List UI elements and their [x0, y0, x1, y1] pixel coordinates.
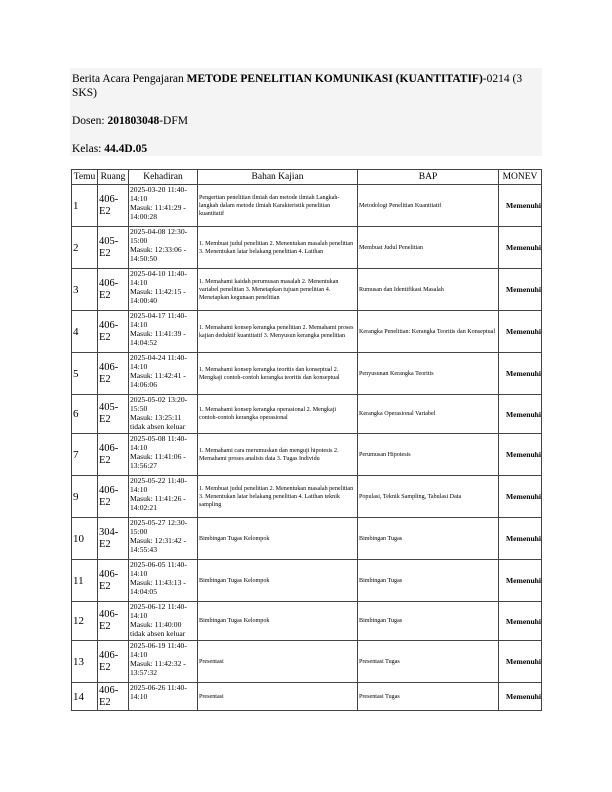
temu-value: 6 — [73, 408, 79, 420]
bap-text: Bimbingan Tugas — [359, 535, 403, 542]
monev-status: Memenuhi — [505, 576, 541, 585]
cell-bap — [358, 311, 499, 353]
ruang-value: 406-E2 — [99, 277, 119, 301]
temu-value: 7 — [73, 448, 79, 461]
attendance-time: Masuk: 11:41:29 - 14:00:28 — [130, 203, 186, 221]
bahan-kajian-text: 1. Memahami konsep kerangka operasional 2. Mengkaji contoh-contoh kerangka operasional — [199, 407, 337, 421]
bahan-kajian-text: Bimbingan Tugas Kelompok — [199, 577, 270, 584]
monev-status: Memenuhi — [505, 616, 541, 626]
attendance-time: Masuk: 11:42:15 - 14:00:40 — [130, 287, 186, 305]
cell-kehadiran — [129, 227, 198, 269]
table-row — [72, 311, 542, 353]
monev-status: Memenuhi — [505, 369, 541, 378]
attendance-time: Masuk: 11:41:06 - 13:56:27 — [130, 452, 186, 470]
bahan-kajian-text: 1. Memahami kaidah perumusan masalah 2. Menentukan variabel penelitian 3. Menetapkan tujuan penelitian 4. Menetapkan kegunaan penelitian — [199, 278, 339, 301]
cell-ruang — [98, 434, 129, 476]
cell-bahan-kajian — [198, 434, 358, 476]
cell-ruang — [98, 518, 129, 560]
cell-kehadiran — [129, 311, 198, 353]
cell-temu — [72, 518, 98, 560]
cell-ruang — [98, 683, 129, 711]
bahan-kajian-text: Presentasi — [199, 693, 224, 700]
cell-bahan-kajian — [198, 602, 358, 641]
bahan-kajian-text: 1. Membuat judul penelitian 2. Menentukan masalah penelitian 3. Menentukan latar belakang penelitian 4. Latihan — [199, 240, 354, 255]
ruang-value: 406-E2 — [99, 649, 119, 673]
schedule-time: 2025-04-24 11:40-14:10 — [130, 353, 187, 371]
ruang-value: 406-E2 — [99, 568, 119, 592]
table-row — [72, 641, 542, 683]
cell-bap — [358, 560, 499, 602]
ruang-value: 405-E2 — [99, 402, 119, 425]
cell-temu — [72, 641, 98, 683]
schedule-time: 2025-05-22 11:40-14:10 — [130, 476, 187, 494]
cell-kehadiran — [129, 560, 198, 602]
bap-text: Kerangka Operasional Variabel — [359, 411, 436, 417]
header-kehadiran: Kehadiran — [129, 170, 198, 185]
schedule-time: 2025-06-05 11:40-14:10 — [130, 560, 187, 578]
cell-ruang — [98, 311, 129, 353]
schedule-time: 2025-03-20 11:40-14:10 — [130, 185, 187, 203]
cell-bap — [358, 353, 499, 395]
cell-bap — [358, 185, 499, 227]
temu-value: 13 — [73, 655, 84, 668]
cell-ruang — [98, 227, 129, 269]
cell-ruang — [98, 602, 129, 641]
ruang-value: 406-E2 — [99, 361, 119, 385]
cell-temu — [72, 185, 98, 227]
cell-monev — [499, 641, 542, 683]
bap-text: Bimbingan Tugas — [359, 618, 403, 624]
cell-bahan-kajian — [198, 518, 358, 560]
monev-status: Memenuhi — [505, 450, 541, 459]
schedule-time: 2025-06-19 11:40-14:10 — [130, 641, 187, 659]
bahan-kajian-text: 1. Membuat judul penelitian 2. Menentukan masalah penelitian 3. Menentukan latar belakang penelitian 4. Latihan teknik sampling — [199, 485, 354, 508]
cell-temu — [72, 269, 98, 311]
course-name: METODE PENELITIAN KOMUNIKASI (KUANTITATIF) — [186, 73, 483, 85]
cell-monev — [499, 602, 542, 641]
cell-kehadiran — [129, 434, 198, 476]
table-row — [72, 476, 542, 518]
bap-text: Populasi, Teknik Sampling, Tabulasi Data — [359, 493, 462, 500]
cell-monev — [499, 476, 542, 518]
ruang-value: 406-E2 — [99, 193, 119, 217]
bap-text: Bimbingan Tugas — [359, 577, 403, 584]
cell-bahan-kajian — [198, 683, 358, 711]
cell-monev — [499, 269, 542, 311]
cell-monev — [499, 185, 542, 227]
temu-value: 5 — [73, 367, 79, 380]
cell-bahan-kajian — [198, 185, 358, 227]
cell-kehadiran — [129, 641, 198, 683]
cell-temu — [72, 602, 98, 641]
table-row — [72, 185, 542, 227]
temu-value: 11 — [73, 574, 84, 587]
cell-temu — [72, 227, 98, 269]
attendance-time: Masuk: 11:40:00 tidak absen keluar — [130, 620, 186, 638]
bap-text: Rumusan dan Identifikasi Masalah — [359, 286, 444, 293]
bap-text: Metodologi Penelitian Kuantitatif — [359, 202, 442, 209]
report-header — [70, 68, 542, 156]
cell-temu — [72, 395, 98, 434]
cell-ruang — [98, 476, 129, 518]
temu-value: 14 — [73, 690, 84, 703]
cell-monev — [499, 353, 542, 395]
kelas-line — [72, 142, 147, 156]
schedule-time: 2025-06-12 11:40-14:10 — [130, 602, 187, 620]
cell-bap — [358, 395, 499, 434]
cell-bap — [358, 269, 499, 311]
bahan-kajian-text: Bimbingan Tugas Kelompok — [199, 535, 270, 542]
cell-bap — [358, 476, 499, 518]
bahan-kajian-text: Presentasi — [199, 658, 224, 665]
ruang-value: 406-E2 — [99, 484, 119, 508]
header-ruang: Ruang — [98, 170, 129, 185]
cell-bap — [358, 518, 499, 560]
cell-bahan-kajian — [198, 311, 358, 353]
temu-value: 2 — [73, 241, 79, 254]
bap-text: Penyusunan Kerangka Teoritis — [359, 370, 434, 377]
bahan-kajian-text: Bimbingan Tugas Kelompok — [199, 618, 270, 624]
ruang-value: 406-E2 — [99, 609, 119, 632]
bap-text: Membuat Judul Penelitian — [359, 244, 423, 251]
monev-status: Memenuhi — [505, 201, 541, 210]
attendance-time: Masuk: 11:41:26 - 14:02:21 — [130, 494, 186, 512]
cell-kehadiran — [129, 395, 198, 434]
cell-temu — [72, 353, 98, 395]
bahan-kajian-text: Pengertian penelitian ilmiah dan metode ilmiah Langkah-langkah dalam metode ilmiah Karakteristik penelitian kuantitatif — [199, 194, 340, 217]
monev-status: Memenuhi — [505, 285, 541, 294]
ruang-value: 405-E2 — [99, 235, 119, 259]
header-bap: BAP — [358, 170, 499, 185]
schedule-time: 2025-05-08 11:40-14:10 — [130, 434, 187, 452]
cell-ruang — [98, 395, 129, 434]
table-row — [72, 269, 542, 311]
cell-kehadiran — [129, 602, 198, 641]
attendance-time: Masuk: 12:31:42 - 14:55:43 — [130, 536, 187, 554]
cell-bahan-kajian — [198, 269, 358, 311]
monev-status: Memenuhi — [505, 534, 541, 543]
cell-bahan-kajian — [198, 395, 358, 434]
bap-text: Presentasi Tugas — [359, 658, 400, 665]
cell-ruang — [98, 269, 129, 311]
ruang-value: 304-E2 — [99, 526, 119, 550]
kelas-value: 44.4D.05 — [104, 143, 148, 155]
schedule-time: 2025-04-08 12:30-15:00 — [130, 227, 188, 245]
attendance-time: Masuk: 11:42:32 - 13:57:32 — [130, 659, 186, 677]
ruang-value: 406-E2 — [99, 684, 119, 708]
schedule-time: 2025-04-17 11:40-14:10 — [130, 311, 187, 329]
temu-value: 10 — [73, 532, 84, 545]
ruang-value: 406-E2 — [99, 442, 119, 466]
bahan-kajian-text: 1. Memahami konsep kerangka penelitian 2. Memahami proses kajian deduktif kuantitatif 3. Menyusun kerangka penelitian — [199, 324, 354, 339]
report-title — [72, 72, 538, 100]
cell-kehadiran — [129, 269, 198, 311]
cell-kehadiran — [129, 518, 198, 560]
cell-monev — [499, 518, 542, 560]
cell-temu — [72, 560, 98, 602]
cell-monev — [499, 395, 542, 434]
cell-ruang — [98, 353, 129, 395]
cell-kehadiran — [129, 353, 198, 395]
bap-text: Kerangka Penelitian: Kerangka Teoritis dan Konseptual — [359, 328, 496, 335]
cell-bahan-kajian — [198, 560, 358, 602]
cell-bap — [358, 602, 499, 641]
attendance-time: Masuk: 13:25:11 tidak absen keluar — [130, 413, 186, 431]
table-row — [72, 434, 542, 476]
table-row — [72, 683, 542, 711]
bap-text: Presentasi Tugas — [359, 693, 400, 700]
title-prefix: Berita Acara Pengajaran — [72, 73, 187, 85]
table-row — [72, 518, 542, 560]
cell-bap — [358, 434, 499, 476]
schedule-time: 2025-06-26 11:40-14:10 — [130, 683, 187, 701]
cell-temu — [72, 476, 98, 518]
cell-temu — [72, 683, 98, 711]
cell-monev — [499, 560, 542, 602]
table-row — [72, 602, 542, 641]
temu-value: 12 — [73, 615, 84, 627]
cell-ruang — [98, 641, 129, 683]
header-bahan-kajian: Bahan Kajian — [198, 170, 358, 185]
cell-ruang — [98, 560, 129, 602]
cell-bap — [358, 227, 499, 269]
bap-text: Perumusan Hipotesis — [359, 451, 411, 458]
cell-monev — [499, 227, 542, 269]
dosen-code: 201803048 — [107, 115, 160, 127]
temu-value: 9 — [73, 490, 79, 503]
attendance-time: Masuk: 11:42:41 - 14:06:06 — [130, 371, 186, 389]
schedule-time: 2025-05-02 13:20-15:50 — [130, 395, 188, 413]
table-row — [72, 395, 542, 434]
attendance-time: Masuk: 11:41:39 - 14:04:52 — [130, 329, 186, 347]
temu-value: 1 — [73, 199, 79, 212]
cell-temu — [72, 311, 98, 353]
cell-ruang — [98, 185, 129, 227]
attendance-time: Masuk: 11:43:13 - 14:04:05 — [130, 578, 186, 596]
dosen-suffix: -DFM — [159, 115, 188, 127]
cell-kehadiran — [129, 185, 198, 227]
monev-status: Memenuhi — [505, 327, 541, 336]
bahan-kajian-text: 1. Memahami cara merumuskan dan menguji hipotesis 2. Memahami proses analisis data 3. Tugas Individu — [199, 447, 339, 462]
bahan-kajian-text: 1. Memahami konsep kerangka teoritis dan konseptual 2. Mengkaji contoh-contoh kerangka teoritis dan konseptual — [199, 366, 340, 381]
cell-bahan-kajian — [198, 353, 358, 395]
header-temu: Temu — [72, 170, 98, 185]
cell-bap — [358, 683, 499, 711]
cell-bahan-kajian — [198, 641, 358, 683]
schedule-time: 2025-05-27 12:30-15:00 — [130, 518, 188, 536]
course-suffix: -0214 (3 SKS) — [72, 73, 523, 99]
monev-status: Memenuhi — [505, 243, 541, 252]
dosen-label: Dosen: — [72, 115, 108, 127]
monev-status: Memenuhi — [505, 692, 541, 701]
cell-bahan-kajian — [198, 476, 358, 518]
table-row — [72, 560, 542, 602]
header-monev: MONEV — [499, 170, 542, 185]
cell-monev — [499, 683, 542, 711]
table-header-row — [72, 170, 542, 185]
monev-status: Memenuhi — [505, 409, 541, 419]
cell-bahan-kajian — [198, 227, 358, 269]
temu-value: 3 — [73, 283, 79, 296]
cell-bap — [358, 641, 499, 683]
cell-monev — [499, 434, 542, 476]
cell-monev — [499, 311, 542, 353]
ruang-value: 406-E2 — [99, 319, 119, 343]
cell-kehadiran — [129, 683, 198, 711]
table-row — [72, 227, 542, 269]
dosen-line — [72, 114, 188, 128]
monev-status: Memenuhi — [505, 657, 541, 666]
cell-kehadiran — [129, 476, 198, 518]
table-row — [72, 353, 542, 395]
cell-temu — [72, 434, 98, 476]
attendance-table — [71, 169, 542, 711]
kelas-label: Kelas: — [72, 143, 105, 155]
attendance-time: Masuk: 12:33:06 - 14:50:50 — [130, 245, 187, 263]
monev-status: Memenuhi — [505, 492, 541, 501]
temu-value: 4 — [73, 325, 79, 338]
schedule-time: 2025-04-10 11:40-14:10 — [130, 269, 187, 287]
